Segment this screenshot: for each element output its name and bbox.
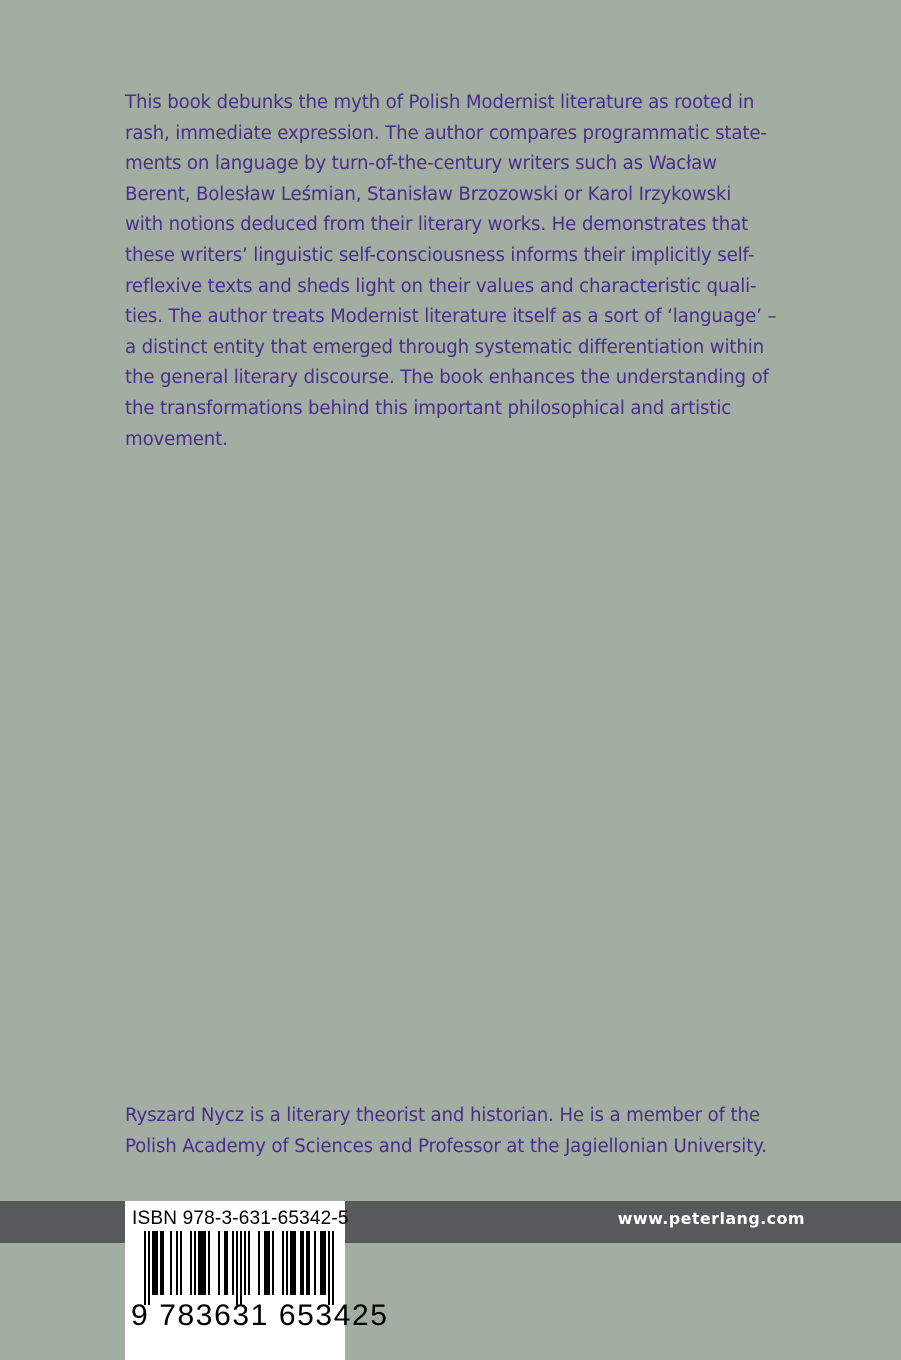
barcode-bar — [176, 1231, 178, 1295]
barcode-bar — [218, 1231, 220, 1295]
barcode-bar — [324, 1231, 326, 1295]
barcode-bar — [328, 1231, 330, 1305]
bio-line: Ryszard Nycz is a literary theorist and historian. He is a member of the — [125, 1105, 760, 1126]
description-line: This book debunks the myth of Polish Modernist literature as rooted in — [125, 92, 755, 113]
barcode-bar — [154, 1231, 156, 1295]
barcode-bar — [266, 1231, 268, 1295]
barcode-bar — [332, 1231, 334, 1305]
barcode-bar — [292, 1231, 294, 1295]
barcode-bar — [202, 1231, 204, 1295]
barcode-bar — [308, 1231, 310, 1295]
book-description — [125, 88, 802, 455]
barcode-bar — [244, 1231, 246, 1295]
description-line: the general literary discourse. The book enhances the understanding of — [125, 367, 769, 389]
barcode-bar — [144, 1231, 146, 1305]
publisher-website[interactable]: www.peterlang.com — [617, 1209, 805, 1228]
barcode-bar — [180, 1231, 182, 1295]
barcode-bar — [198, 1231, 200, 1295]
barcode-bar — [226, 1231, 228, 1295]
barcode-bar — [208, 1231, 210, 1295]
barcode-bar — [190, 1231, 192, 1295]
barcode-bar — [204, 1231, 206, 1295]
ean-digits: 9 783631 653425 — [131, 1299, 389, 1332]
barcode-bar — [162, 1231, 164, 1295]
author-bio — [125, 1101, 815, 1162]
barcode-bar — [160, 1231, 162, 1295]
bio-line: Polish Academy of Sciences and Professor at the Jagiellonian University. — [125, 1135, 767, 1157]
barcode-bar — [156, 1231, 158, 1295]
barcode-bar — [170, 1231, 172, 1295]
barcode-bar — [272, 1231, 274, 1295]
barcode-graphic — [125, 1201, 345, 1360]
description-line: with notions deduced from their literary works. He demonstrates that — [125, 214, 749, 236]
description-line: the transformations behind this important philosophical and artistic — [125, 397, 732, 419]
barcode-bar — [322, 1231, 324, 1295]
barcode-bar — [302, 1231, 304, 1295]
isbn-label: ISBN 978-3-631-65342-5 — [132, 1208, 349, 1229]
barcode-bar — [268, 1231, 270, 1295]
barcode-bar — [282, 1231, 284, 1295]
barcode-bar — [300, 1231, 302, 1295]
barcode-bar — [194, 1231, 196, 1295]
barcode-bar — [290, 1231, 292, 1295]
barcode-bar — [264, 1231, 266, 1295]
description-line: ments on language by turn-of-the-century writers such as Wacław — [125, 153, 717, 175]
barcode-bar — [248, 1231, 250, 1295]
description-line: ties. The author treats Modernist literature itself as a sort of ‘language’ – — [125, 306, 777, 328]
barcode-bar — [232, 1231, 234, 1295]
description-line: these writers’ linguistic self-consciousness informs their implicitly self- — [125, 244, 755, 266]
description-line: a distinct entity that emerged through systematic differentiation within — [125, 336, 765, 358]
barcode-bar — [294, 1231, 296, 1295]
barcode-bar — [240, 1231, 242, 1305]
description-line: Berent, Bolesław Leśmian, Stanisław Brzozowski or Karol Irzykowski — [125, 183, 732, 205]
barcode-bar — [152, 1231, 154, 1295]
barcode-bar — [148, 1231, 150, 1305]
barcode-bar — [236, 1231, 238, 1305]
barcode-bar — [224, 1231, 226, 1295]
description-line: movement. — [125, 428, 228, 450]
barcode-bar — [314, 1231, 316, 1295]
barcode-bar — [258, 1231, 260, 1295]
barcode-bar — [320, 1231, 322, 1295]
description-line: reflexive texts and sheds light on their values and characteristic quali- — [125, 275, 757, 297]
barcode-bar — [200, 1231, 202, 1295]
barcode-bar — [286, 1231, 288, 1295]
description-line: rash, immediate expression. The author compares programmatic state- — [125, 122, 767, 144]
barcode-bar — [306, 1231, 308, 1295]
